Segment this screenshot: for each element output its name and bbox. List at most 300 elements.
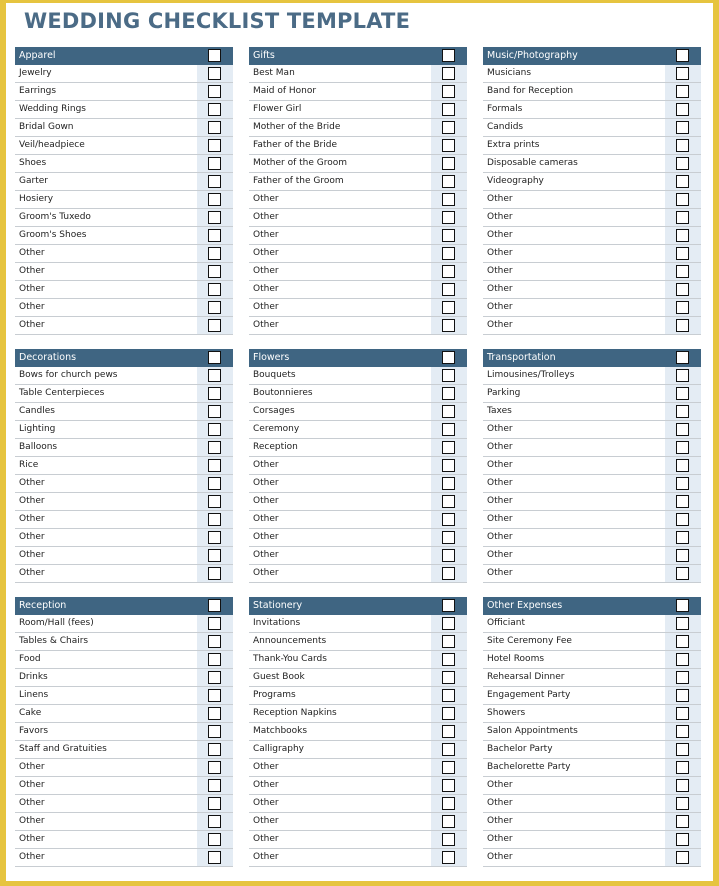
checklist-item [249,669,467,687]
item-label: Veil/headpiece [19,140,85,150]
item-checkbox[interactable] [442,121,455,134]
item-label: Table Centerpieces [19,388,105,398]
item-checkbox[interactable] [208,319,221,332]
item-label: Other [19,762,45,772]
section-checkbox[interactable] [442,351,455,364]
item-checkbox[interactable] [442,797,455,810]
item-checkbox[interactable] [208,211,221,224]
item-label: Hosiery [19,194,54,204]
checklist-item [249,651,467,669]
item-checkbox[interactable] [208,761,221,774]
item-checkbox[interactable] [208,477,221,490]
checklist-section-stationery [249,597,467,867]
section-checkbox[interactable] [208,351,221,364]
item-label: Announcements [253,636,327,646]
item-checkbox[interactable] [442,635,455,648]
checklist-item [15,669,233,687]
checklist-item [15,687,233,705]
checklist-item [15,83,233,101]
item-checkbox[interactable] [442,617,455,630]
item-checkbox[interactable] [442,175,455,188]
section-checkbox[interactable] [676,599,689,612]
section-title: Decorations [19,352,77,363]
item-checkbox[interactable] [208,103,221,116]
item-label: Other [19,798,45,808]
item-label: Officiant [487,618,525,628]
item-label: Other [487,496,513,506]
item-checkbox[interactable] [208,531,221,544]
checklist-item [483,759,701,777]
checklist-item [249,565,467,583]
item-checkbox[interactable] [442,689,455,702]
item-checkbox[interactable] [676,211,689,224]
checklist-item [15,759,233,777]
item-label: Garter [19,176,48,186]
item-label: Other [253,302,279,312]
checklist-item [15,723,233,741]
item-checkbox[interactable] [442,743,455,756]
item-label: Maid of Honor [253,86,317,96]
item-label: Rehearsal Dinner [487,672,565,682]
checklist-item [483,565,701,583]
item-label: Other [487,442,513,452]
item-checkbox[interactable] [442,567,455,580]
item-checkbox[interactable] [676,265,689,278]
item-checkbox[interactable] [208,175,221,188]
item-label: Other [19,550,45,560]
item-checkbox[interactable] [442,319,455,332]
section-checkbox[interactable] [442,49,455,62]
item-checkbox[interactable] [442,833,455,846]
item-checkbox[interactable] [676,103,689,116]
checklist-item [249,191,467,209]
item-checkbox[interactable] [442,671,455,684]
item-checkbox[interactable] [442,211,455,224]
item-checkbox[interactable] [208,387,221,400]
item-label: Mother of the Bride [253,122,341,132]
item-checkbox[interactable] [676,743,689,756]
checklist-item [249,511,467,529]
item-checkbox[interactable] [442,459,455,472]
item-checkbox[interactable] [676,833,689,846]
checklist-item [483,633,701,651]
item-label: Showers [487,708,526,718]
item-label: Other [253,550,279,560]
item-label: Other [487,834,513,844]
item-checkbox[interactable] [442,725,455,738]
item-checkbox[interactable] [676,531,689,544]
item-label: Other [19,780,45,790]
checklist-item [15,511,233,529]
item-checkbox[interactable] [676,369,689,382]
checklist-item [15,475,233,493]
checklist-item [15,137,233,155]
item-checkbox[interactable] [676,707,689,720]
item-checkbox[interactable] [676,157,689,170]
checklist-item [483,493,701,511]
item-checkbox[interactable] [208,797,221,810]
item-label: Other [253,568,279,578]
item-checkbox[interactable] [208,85,221,98]
section-title: Flowers [253,352,290,363]
item-label: Other [487,460,513,470]
item-label: Invitations [253,618,301,628]
item-label: Reception [253,442,298,452]
checklist-item [15,65,233,83]
item-checkbox[interactable] [208,779,221,792]
item-label: Favors [19,726,49,736]
item-label: Other [253,834,279,844]
item-label: Room/Hall (fees) [19,618,94,628]
checklist-item [15,547,233,565]
checklist-item [249,849,467,867]
item-checkbox[interactable] [208,495,221,508]
item-checkbox[interactable] [676,67,689,80]
item-label: Hotel Rooms [487,654,545,664]
item-checkbox[interactable] [676,779,689,792]
checklist-item [483,439,701,457]
checklist-section-flowers [249,349,467,583]
item-checkbox[interactable] [676,193,689,206]
checklist-item [15,101,233,119]
checklist-item [483,137,701,155]
item-label: Candids [487,122,524,132]
item-label: Linens [19,690,49,700]
item-checkbox[interactable] [442,477,455,490]
item-label: Other [253,532,279,542]
item-checkbox[interactable] [676,121,689,134]
item-checkbox[interactable] [442,851,455,864]
item-label: Earrings [19,86,57,96]
checklist-item [15,439,233,457]
item-checkbox[interactable] [208,67,221,80]
item-label: Reception Napkins [253,708,337,718]
item-label: Jewelry [19,68,52,78]
item-checkbox[interactable] [442,779,455,792]
checklist-item [15,227,233,245]
item-label: Lighting [19,424,56,434]
item-checkbox[interactable] [442,513,455,526]
checklist-item [483,101,701,119]
checklist-item [15,529,233,547]
checklist-item [15,651,233,669]
checklist-item [15,741,233,759]
item-label: Bows for church pews [19,370,118,380]
item-label: Other [19,834,45,844]
section-title: Music/Photography [487,50,578,61]
item-checkbox[interactable] [676,301,689,314]
item-checkbox[interactable] [442,369,455,382]
checklist-item [483,83,701,101]
item-label: Other [19,320,45,330]
item-checkbox[interactable] [676,441,689,454]
item-label: Other [19,514,45,524]
section-header [483,47,701,65]
checklist-item [15,457,233,475]
item-checkbox[interactable] [208,405,221,418]
item-checkbox[interactable] [676,229,689,242]
item-label: Corsages [253,406,295,416]
item-checkbox[interactable] [442,815,455,828]
item-checkbox[interactable] [208,229,221,242]
item-checkbox[interactable] [208,513,221,526]
item-label: Other [487,532,513,542]
item-checkbox[interactable] [442,283,455,296]
checklist-item [483,245,701,263]
item-label: Ceremony [253,424,300,434]
item-checkbox[interactable] [208,833,221,846]
item-label: Disposable cameras [487,158,578,168]
checklist-item [483,831,701,849]
item-checkbox[interactable] [208,301,221,314]
item-checkbox[interactable] [208,815,221,828]
item-label: Bouquets [253,370,296,380]
item-checkbox[interactable] [208,423,221,436]
item-checkbox[interactable] [208,369,221,382]
section-checkbox[interactable] [676,351,689,364]
item-checkbox[interactable] [208,265,221,278]
item-checkbox[interactable] [442,531,455,544]
item-label: Musicians [487,68,532,78]
item-checkbox[interactable] [208,247,221,260]
checklist-item [483,281,701,299]
item-checkbox[interactable] [676,689,689,702]
item-checkbox[interactable] [676,387,689,400]
checklist-item [15,299,233,317]
item-checkbox[interactable] [208,121,221,134]
item-checkbox[interactable] [442,193,455,206]
checklist-item [15,421,233,439]
checklist-item [483,209,701,227]
item-label: Groom's Shoes [19,230,87,240]
checklist-section-gifts [249,47,467,335]
checklist-item [249,439,467,457]
item-checkbox[interactable] [208,653,221,666]
item-label: Other [19,302,45,312]
item-checkbox[interactable] [208,157,221,170]
item-label: Other [487,302,513,312]
item-checkbox[interactable] [442,707,455,720]
item-label: Other [487,284,513,294]
item-label: Other [487,320,513,330]
section-checkbox[interactable] [442,599,455,612]
item-label: Other [253,798,279,808]
item-label: Mother of the Groom [253,158,348,168]
item-checkbox[interactable] [208,139,221,152]
item-checkbox[interactable] [442,549,455,562]
section-checkbox[interactable] [208,599,221,612]
item-checkbox[interactable] [208,725,221,738]
item-label: Other [19,248,45,258]
checklist-item [483,263,701,281]
item-checkbox[interactable] [676,459,689,472]
item-checkbox[interactable] [442,85,455,98]
item-checkbox[interactable] [442,157,455,170]
item-label: Matchbooks [253,726,308,736]
checklist-item [249,705,467,723]
item-checkbox[interactable] [676,815,689,828]
checklist-item [249,547,467,565]
item-checkbox[interactable] [676,405,689,418]
item-label: Rice [19,460,39,470]
item-checkbox[interactable] [442,247,455,260]
item-checkbox[interactable] [676,175,689,188]
item-checkbox[interactable] [442,653,455,666]
checklist-item [249,831,467,849]
item-checkbox[interactable] [442,761,455,774]
section-header [15,597,233,615]
checklist-item [249,65,467,83]
checklist-item [249,687,467,705]
checklist-item [249,795,467,813]
checklist-item [15,633,233,651]
item-checkbox[interactable] [676,725,689,738]
item-checkbox[interactable] [676,635,689,648]
section-checkbox[interactable] [676,49,689,62]
section-title: Stationery [253,600,303,611]
checklist-item [15,281,233,299]
checklist-item [249,759,467,777]
checklist-item [483,299,701,317]
item-checkbox[interactable] [208,193,221,206]
page-title: WEDDING CHECKLIST TEMPLATE [24,9,411,33]
item-label: Other [487,852,513,862]
checklist-item [15,831,233,849]
item-label: Other [487,478,513,488]
checklist-item [15,173,233,191]
item-checkbox[interactable] [676,477,689,490]
checklist-item [249,493,467,511]
checklist-item [249,403,467,421]
item-checkbox[interactable] [442,265,455,278]
item-label: Candles [19,406,55,416]
item-checkbox[interactable] [442,301,455,314]
item-label: Calligraphy [253,744,304,754]
item-checkbox[interactable] [676,549,689,562]
section-header [483,349,701,367]
item-checkbox[interactable] [676,319,689,332]
checklist-item [483,849,701,867]
item-checkbox[interactable] [442,423,455,436]
item-checkbox[interactable] [676,851,689,864]
item-label: Groom's Tuxedo [19,212,91,222]
item-label: Best Man [253,68,295,78]
checklist-item [15,615,233,633]
item-checkbox[interactable] [208,635,221,648]
checklist-item [483,795,701,813]
section-header [483,597,701,615]
checklist-item [15,795,233,813]
item-checkbox[interactable] [208,549,221,562]
item-label: Flower Girl [253,104,302,114]
checklist-item [249,723,467,741]
checklist-item [249,633,467,651]
section-title: Apparel [19,50,56,61]
item-checkbox[interactable] [442,103,455,116]
item-checkbox[interactable] [676,495,689,508]
checklist-section-apparel [15,47,233,335]
checklist-section-reception [15,597,233,867]
checklist-item [249,421,467,439]
checklist-item [483,65,701,83]
item-checkbox[interactable] [208,459,221,472]
item-label: Cake [19,708,42,718]
item-checkbox[interactable] [442,229,455,242]
item-label: Other [19,496,45,506]
checklist-item [483,367,701,385]
checklist-item [483,615,701,633]
section-checkbox[interactable] [208,49,221,62]
item-label: Other [487,816,513,826]
section-title: Transportation [487,352,556,363]
checklist-item [483,651,701,669]
item-label: Other [487,550,513,560]
item-checkbox[interactable] [676,139,689,152]
item-checkbox[interactable] [208,707,221,720]
item-checkbox[interactable] [208,283,221,296]
checklist-item [249,119,467,137]
item-checkbox[interactable] [676,671,689,684]
checklist-item [249,385,467,403]
checklist-item [249,529,467,547]
checklist-item [15,209,233,227]
checklist-item [15,565,233,583]
item-checkbox[interactable] [442,495,455,508]
checklist-item [483,475,701,493]
item-checkbox[interactable] [442,405,455,418]
item-checkbox[interactable] [208,671,221,684]
item-checkbox[interactable] [208,617,221,630]
checklist-item [15,849,233,867]
item-checkbox[interactable] [208,567,221,580]
item-label: Videography [487,176,544,186]
item-checkbox[interactable] [208,689,221,702]
item-label: Staff and Gratuities [19,744,107,754]
item-label: Other [19,568,45,578]
item-checkbox[interactable] [208,743,221,756]
item-checkbox[interactable] [208,441,221,454]
item-checkbox[interactable] [442,139,455,152]
checklist-item [15,385,233,403]
item-checkbox[interactable] [442,441,455,454]
item-checkbox[interactable] [676,85,689,98]
item-checkbox[interactable] [208,851,221,864]
item-checkbox[interactable] [676,653,689,666]
item-checkbox[interactable] [676,513,689,526]
section-header [249,597,467,615]
checklist-item [15,705,233,723]
item-checkbox[interactable] [676,247,689,260]
checklist-item [483,457,701,475]
checklist-section-transportation [483,349,701,583]
item-checkbox[interactable] [676,797,689,810]
item-label: Other [19,478,45,488]
item-checkbox[interactable] [676,761,689,774]
item-checkbox[interactable] [676,617,689,630]
item-checkbox[interactable] [676,283,689,296]
item-checkbox[interactable] [442,387,455,400]
item-checkbox[interactable] [676,567,689,580]
item-checkbox[interactable] [676,423,689,436]
item-label: Other [253,478,279,488]
item-checkbox[interactable] [442,67,455,80]
checklist-item [249,173,467,191]
item-label: Other [487,230,513,240]
item-label: Other [253,816,279,826]
checklist-item [15,367,233,385]
item-label: Guest Book [253,672,305,682]
checklist-item [249,741,467,759]
